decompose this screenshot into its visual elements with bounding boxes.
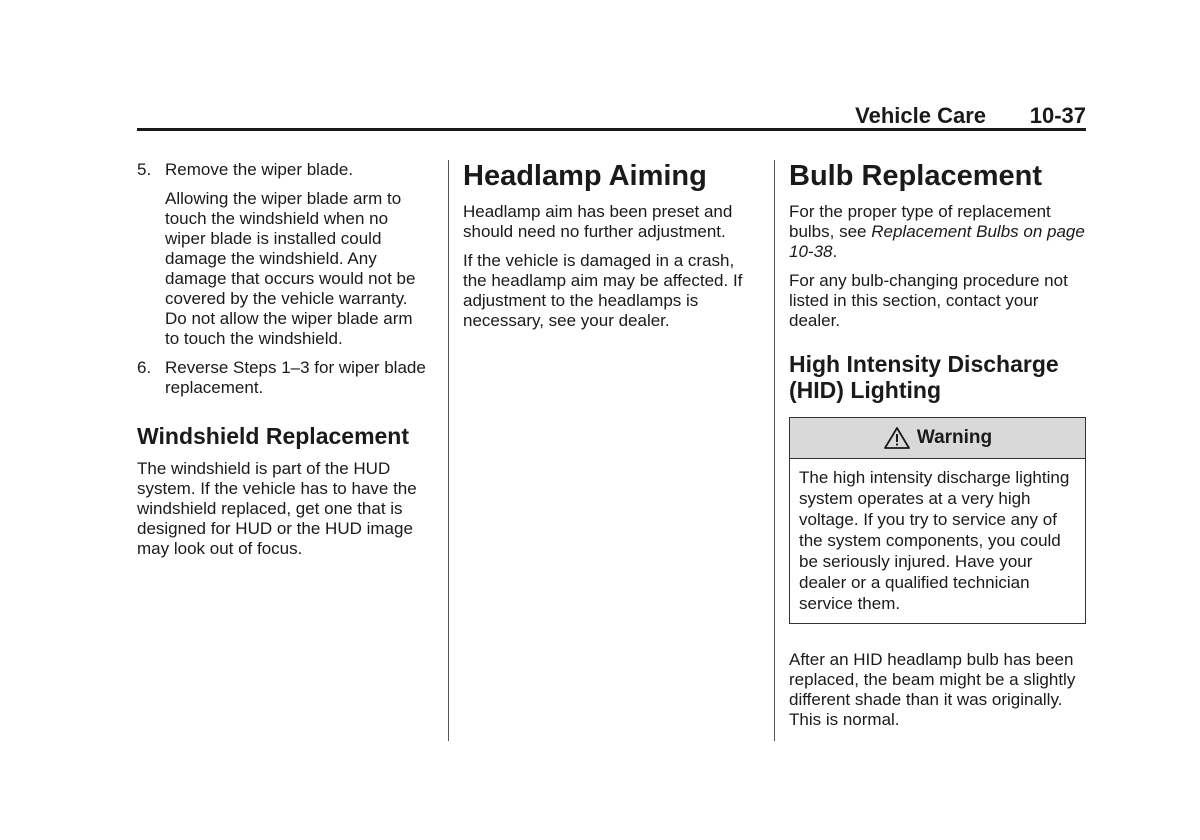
replacement-bulbs-reference[interactable]: Replacement Bulbs on page 10-38 — [789, 222, 1085, 261]
warning-label: Warning — [916, 427, 993, 448]
step-5 — [137, 160, 431, 180]
bulb-paragraph-2: For any bulb-changing procedure not listed in this section, contact your dealer. — [789, 271, 1068, 330]
warning-box — [789, 417, 1086, 624]
bulb-paragraph-1 — [789, 202, 1086, 262]
step-text: Reverse Steps 1–3 for wiper blade replacement. — [165, 358, 426, 397]
hid-heading: High Intensity Discharge (HID) Lighting — [789, 351, 1059, 403]
warning-text: The high intensity discharge lighting system operates at a very high voltage. If you try to service any of the system components, you could be seriously injured. Have your dealer or a qualified technician service them. — [799, 468, 1070, 613]
step-5-note: Allowing the wiper blade arm to touch the windshield when no wiper blade is installed could damage the windshield. Any damage that occurs would not be covered by the vehicle warranty. Do not allow the wiper blade arm to touch the windshield. — [165, 189, 416, 348]
column-middle — [463, 160, 757, 331]
step-number: 6. — [137, 358, 152, 377]
bulb-paragraph-1-text: For the proper type of replacement bulbs, see — [789, 202, 1051, 241]
headlamp-paragraph-2: If the vehicle is damaged in a crash, the headlamp aim may be affected. If adjustment to the headlamps is necessary, see your dealer. — [463, 251, 743, 330]
header-rule — [137, 128, 1086, 131]
bulb-replacement-heading: Bulb Replacement — [789, 160, 1042, 192]
bulb-paragraph-1-end: . — [832, 242, 838, 261]
step-text: Remove the wiper blade. — [165, 160, 354, 179]
section-title: Vehicle Care — [855, 103, 986, 128]
column-left — [137, 160, 431, 559]
warning-header — [790, 418, 1085, 459]
column-divider — [774, 160, 775, 741]
headlamp-aiming-heading: Headlamp Aiming — [463, 160, 707, 192]
step-6 — [137, 358, 431, 398]
warning-triangle-icon — [883, 426, 911, 450]
column-right — [789, 160, 1086, 730]
windshield-heading: Windshield Replacement — [137, 423, 410, 449]
page-number: 10-37 — [1029, 103, 1086, 128]
headlamp-paragraph-1: Headlamp aim has been preset and should need no further adjustment. — [463, 202, 733, 241]
page-header — [137, 102, 1086, 130]
windshield-paragraph: The windshield is part of the HUD system. If the vehicle has to have the windshield replaced, get one that is designed for HUD or the HUD image may look out of focus. — [137, 459, 417, 558]
hid-paragraph: After an HID headlamp bulb has been replaced, the beam might be a slightly different shade than it was originally. This is normal. — [789, 650, 1076, 729]
step-number: 5. — [137, 160, 152, 179]
column-divider — [448, 160, 449, 741]
